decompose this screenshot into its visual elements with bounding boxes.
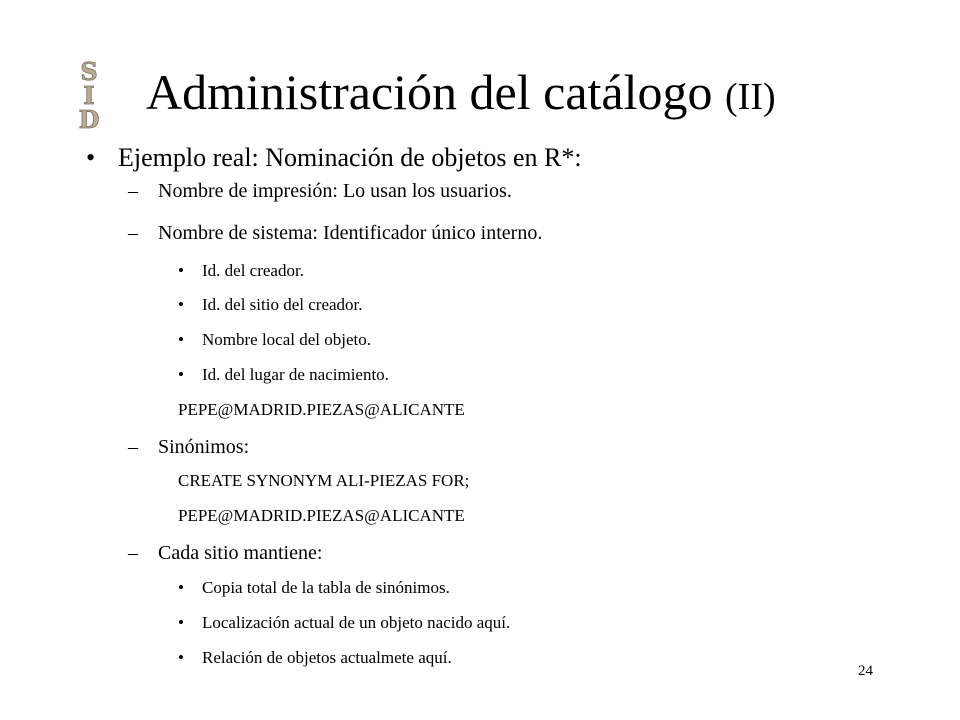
dash-text: Cada sitio mantiene: (158, 542, 323, 564)
sub-bullet-item (178, 294, 363, 316)
title-main: Administración del catálogo (146, 64, 713, 120)
sub-bullet-text: Id. del lugar de nacimiento. (202, 365, 389, 384)
sub-bullet-marker: • (178, 295, 184, 314)
bullet-text: Ejemplo real: Nominación de objetos en R*: (118, 143, 582, 172)
dash-text: Nombre de impresión: Lo usan los usuarios. (158, 180, 512, 202)
sub-bullet-text: Copia total de la tabla de sinónimos. (202, 578, 450, 597)
logo-letter-i: I (83, 81, 95, 110)
bullet-item (86, 143, 582, 173)
sub-bullet-text: Nombre local del objeto. (202, 330, 372, 349)
dash-item (128, 220, 542, 246)
code-line: CREATE SYNONYM ALI-PIEZAS FOR; (178, 471, 470, 490)
sid-logo (62, 58, 116, 132)
sub-bullet-item (178, 329, 371, 351)
sub-bullet-marker: • (178, 261, 184, 280)
logo-letter-d: D (78, 105, 100, 132)
code-line: PEPE@MADRID.PIEZAS@ALICANTE (178, 400, 465, 419)
sub-bullet-text: Relación de objetos actualmete aquí. (202, 648, 452, 667)
dash-item (128, 434, 249, 460)
dash-marker: – (128, 542, 138, 564)
sub-bullet-text: Localización actual de un objeto nacido aquí. (202, 613, 511, 632)
sub-bullet-item (178, 612, 510, 634)
dash-text: Sinónimos: (158, 436, 250, 458)
dash-item (128, 540, 322, 566)
sub-bullet-item (178, 260, 304, 282)
dash-text: Nombre de sistema: Identificador único interno. (158, 222, 543, 244)
code-line: PEPE@MADRID.PIEZAS@ALICANTE (178, 506, 465, 525)
sub-bullet-marker: • (178, 578, 184, 597)
sub-bullet-item (178, 647, 452, 669)
sub-bullet-item (178, 577, 450, 599)
dash-marker: – (128, 222, 138, 244)
bullet-marker: • (86, 143, 96, 172)
dash-item (128, 178, 512, 204)
title-suffix: (II) (725, 76, 776, 118)
dash-marker: – (128, 436, 138, 458)
dash-marker: – (128, 180, 138, 202)
sub-bullet-marker: • (178, 613, 184, 632)
logo-letter-s: S (80, 58, 98, 86)
sub-bullet-text: Id. del creador. (202, 261, 304, 280)
sub-bullet-marker: • (178, 648, 184, 667)
slide-title (146, 60, 776, 129)
sub-bullet-text: Id. del sitio del creador. (202, 295, 363, 314)
sub-bullet-item (178, 364, 389, 386)
sub-bullet-marker: • (178, 330, 184, 349)
page-number: 24 (858, 663, 873, 679)
sub-bullet-marker: • (178, 365, 184, 384)
